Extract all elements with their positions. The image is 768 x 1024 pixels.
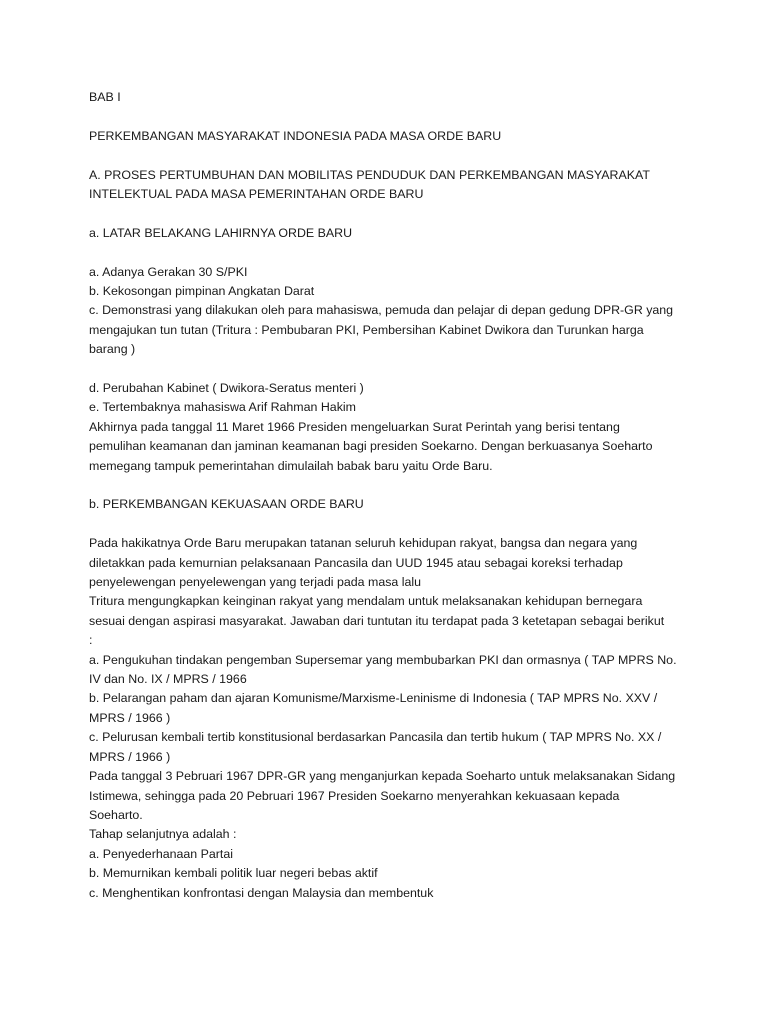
text-line: e. Tertembaknya mahasiswa Arif Rahman Hakim xyxy=(89,400,356,415)
blank-line xyxy=(89,476,689,495)
text-line: c. Menghentikan konfrontasi dengan Malaysia dan membentuk xyxy=(89,885,434,900)
text-line: a. LATAR BELAKANG LAHIRNYA ORDE BARU xyxy=(89,225,353,240)
text-line: MPRS / 1966 ) xyxy=(89,749,171,764)
text-line: Tritura mengungkapkan keinginan rakyat yang mendalam untuk melaksanakan kehidupan bernegara xyxy=(89,594,643,609)
text-line: Istimewa, sehingga pada 20 Pebruari 1967 Presiden Soekarno menyerahkan kekuasaan kepada xyxy=(89,788,620,803)
text-line: BAB I xyxy=(89,90,121,104)
document-body xyxy=(89,88,689,903)
text-line: barang ) xyxy=(89,342,136,357)
text-line: a. Pengukuhan tindakan pengemban Supersemar yang membubarkan PKI dan ormasnya ( TAP MPRS No. xyxy=(89,652,677,667)
text-line: : xyxy=(89,633,93,648)
text-line: c. Demonstrasi yang dilakukan oleh para mahasiswa, pemuda dan pelajar di depan gedung DPR-GR yang xyxy=(89,303,674,318)
text-line: A. PROSES PERTUMBUHAN DAN MOBILITAS PENDUDUK DAN PERKEMBANGAN MASYARAKAT xyxy=(89,167,650,182)
blank-line xyxy=(89,107,689,126)
blank-line xyxy=(89,360,689,379)
text-line: PERKEMBANGAN MASYARAKAT INDONESIA PADA MASA ORDE BARU xyxy=(89,128,502,143)
text-line: Tahap selanjutnya adalah : xyxy=(89,827,237,842)
text-line: pemulihan keamanan dan jaminan keamanan bagi presiden Soekarno. Dengan berkuasanya Soeharto xyxy=(89,439,653,454)
text-line: c. Pelurusan kembali tertib konstitusional berdasarkan Pancasila dan tertib hukum ( TAP MPRS No. XX / xyxy=(89,730,662,745)
text-line: a. Penyederhanaan Partai xyxy=(89,846,233,861)
text-line: b. Kekosongan pimpinan Angkatan Darat xyxy=(89,284,315,298)
text-line: Akhirnya pada tanggal 11 Maret 1966 Presiden mengeluarkan Surat Perintah yang berisi tentang xyxy=(89,419,620,434)
text-line: sesuai dengan aspirasi masyarakat. Jawaban dari tuntutan itu terdapat pada 3 ketetapan sebagai berikut xyxy=(89,613,665,628)
text-line: mengajukan tun tutan (Tritura : Pembubaran PKI, Pembersihan Kabinet Dwikora dan Turunkan harga xyxy=(89,322,644,337)
text-line: b. PERKEMBANGAN KEKUASAAN ORDE BARU xyxy=(89,497,364,512)
text-line: Pada tanggal 3 Pebruari 1967 DPR-GR yang menganjurkan kepada Soeharto untuk melaksanakan Sidang xyxy=(89,769,676,784)
text-line: d. Perubahan Kabinet ( Dwikora-Seratus menteri ) xyxy=(89,381,364,396)
text-line: penyelewengan penyelewengan yang terjadi pada masa lalu xyxy=(89,575,422,590)
text-line: Pada hakikatnya Orde Baru merupakan tatanan seluruh kehidupan rakyat, bangsa dan negara yang xyxy=(89,536,638,551)
blank-line xyxy=(89,204,689,223)
text-line: a. Adanya Gerakan 30 S/PKI xyxy=(89,264,248,279)
text-line: diletakkan pada kemurnian pelaksanaan Pancasila dan UUD 1945 atau sebagai koreksi terhadap xyxy=(89,555,623,570)
blank-line xyxy=(89,515,689,534)
blank-line xyxy=(89,146,689,165)
text-line: INTELEKTUAL PADA MASA PEMERINTAHAN ORDE BARU xyxy=(89,187,424,201)
text-line: memegang tampuk pemerintahan dimulailah babak baru yaitu Orde Baru. xyxy=(89,458,493,473)
blank-line xyxy=(89,243,689,262)
text-line: b. Memurnikan kembali politik luar negeri bebas aktif xyxy=(89,866,378,881)
text-line: IV dan No. IX / MPRS / 1966 xyxy=(89,672,247,687)
text-line: Soeharto. xyxy=(89,807,143,822)
text-line: MPRS / 1966 ) xyxy=(89,710,171,725)
text-line: b. Pelarangan paham dan ajaran Komunisme/Marxisme-Leninisme di Indonesia ( TAP MPRS No. XXV / xyxy=(89,691,658,706)
